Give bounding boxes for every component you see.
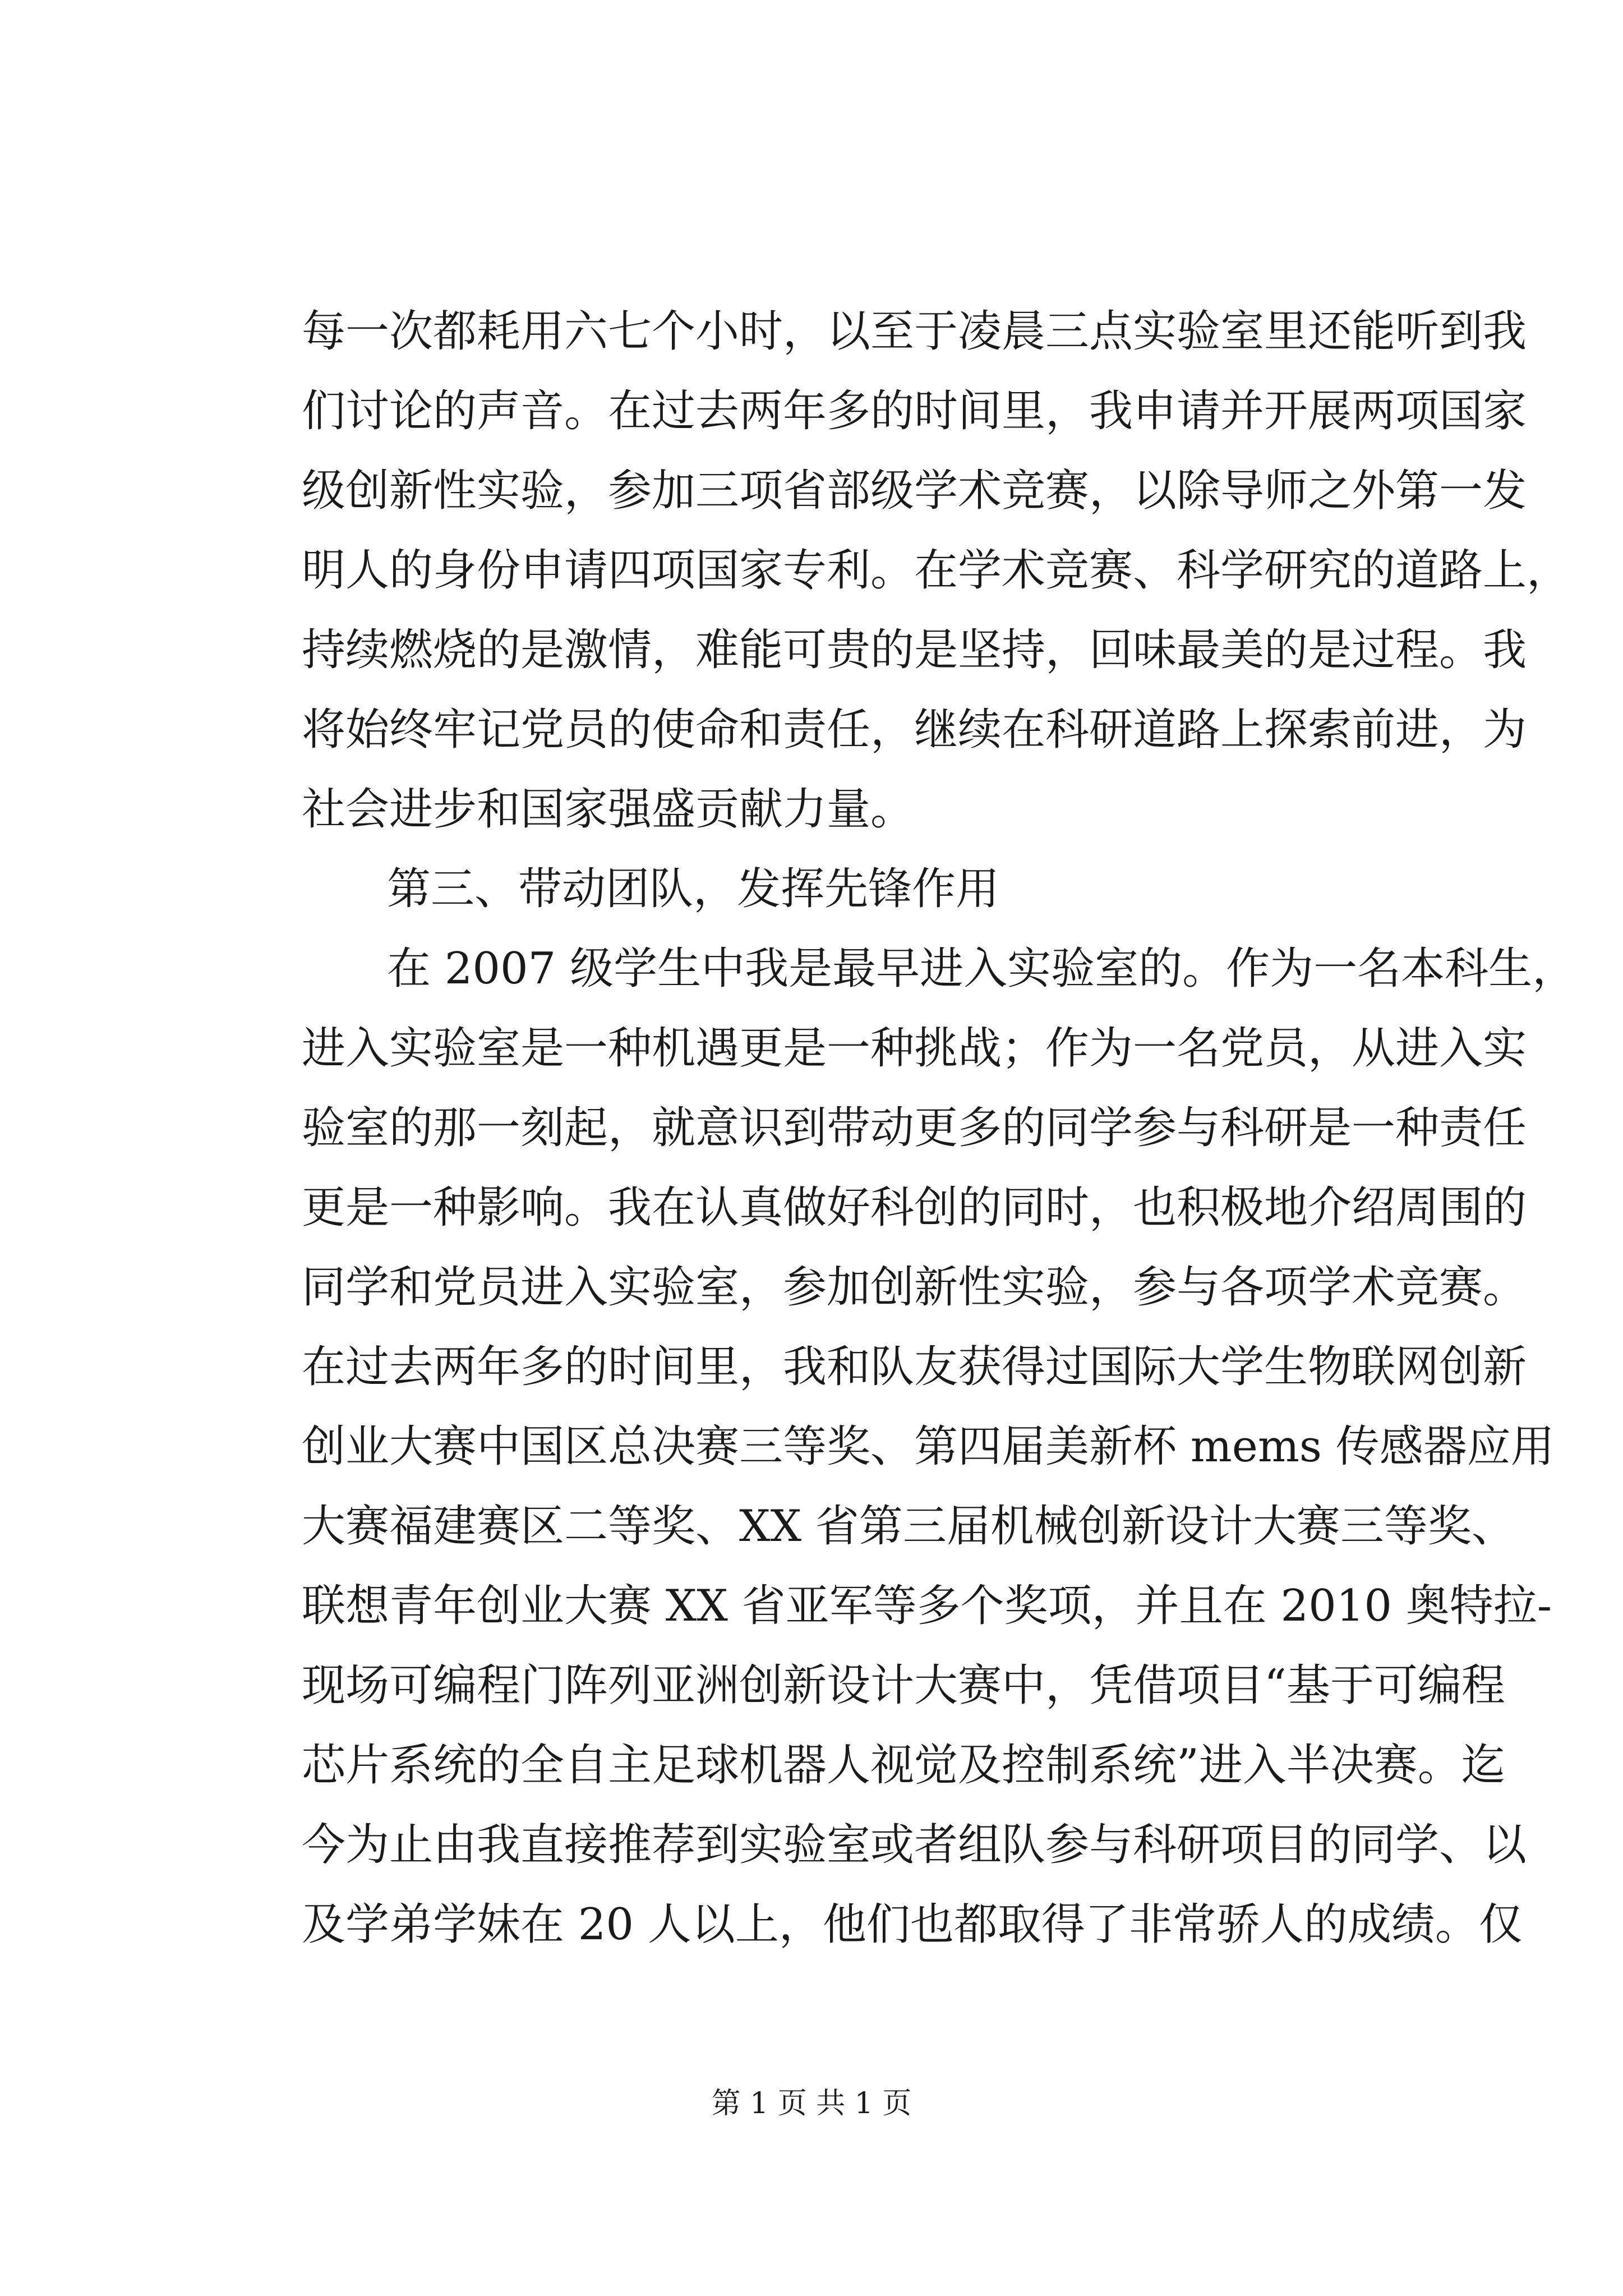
text-line: 大赛福建赛区二等奖、XX 省第三届机械创新设计大赛三等奖、 — [302, 1501, 1515, 1552]
text-line: 级创新性实验，参加三项省部级学术竞赛，以除导师之外第一发 — [302, 466, 1527, 516]
text-line: 联想青年创业大赛 XX 省亚军等多个奖项，并且在 2010 奥特拉- — [302, 1581, 1552, 1631]
page-footer: 第 1 页 共 1 页 — [711, 2087, 912, 2120]
document-body — [302, 292, 1576, 1964]
text-line: 创业大赛中国区总决赛三等奖、第四届美新杯 mems 传感器应用 — [302, 1421, 1555, 1472]
text-line: 在 2007 级学生中我是最早进入实验室的。作为一名本科生， — [387, 944, 1576, 994]
text-line: 验室的那一刻起，就意识到带动更多的同学参与科研是一种责任 — [302, 1103, 1527, 1153]
text-line: 进入实验室是一种机遇更是一种挑战；作为一名党员，从进入实 — [302, 1023, 1527, 1074]
paragraph-team-leadership — [302, 929, 1576, 1964]
section-heading-text: 第三、带动团队，发挥先锋作用 — [387, 864, 1000, 914]
text-line: 社会进步和国家强盛贡献力量。 — [302, 784, 915, 835]
text-line: 今为止由我直接推荐到实验室或者组队参与科研项目的同学、以 — [302, 1820, 1527, 1870]
text-line: 同学和党员进入实验室，参加创新性实验，参与各项学术竞赛。 — [302, 1262, 1527, 1313]
text-line: 更是一种影响。我在认真做好科创的同时，也积极地介绍周围的 — [302, 1182, 1527, 1233]
text-line: 及学弟学妹在 20 人以上，他们也都取得了非常骄人的成绩。仅 — [302, 1899, 1523, 1950]
section-heading — [302, 849, 1418, 929]
text-line: 将始终牢记党员的使命和责任，继续在科研道路上探索前进，为 — [302, 705, 1527, 755]
text-line: 现场可编程门阵列亚洲创新设计大赛中，凭借项目“基于可编程 — [302, 1660, 1505, 1711]
text-line: 持续燃烧的是激情，难能可贵的是坚持，回味最美的是过程。我 — [302, 625, 1527, 675]
text-line: 芯片系统的全自主足球机器人视觉及控制系统”进入半决赛。迄 — [302, 1740, 1505, 1791]
text-line: 每一次都耗用六七个小时，以至于凌晨三点实验室里还能听到我 — [302, 306, 1527, 357]
text-line: 们讨论的声音。在过去两年多的时间里，我申请并开展两项国家 — [302, 386, 1527, 436]
paragraph-research-summary — [302, 292, 1571, 849]
text-line: 明人的身份申请四项国家专利。在学术竞赛、科学研究的道路上， — [302, 545, 1571, 596]
text-line: 在过去两年多的时间里，我和队友获得过国际大学生物联网创新 — [302, 1342, 1527, 1392]
